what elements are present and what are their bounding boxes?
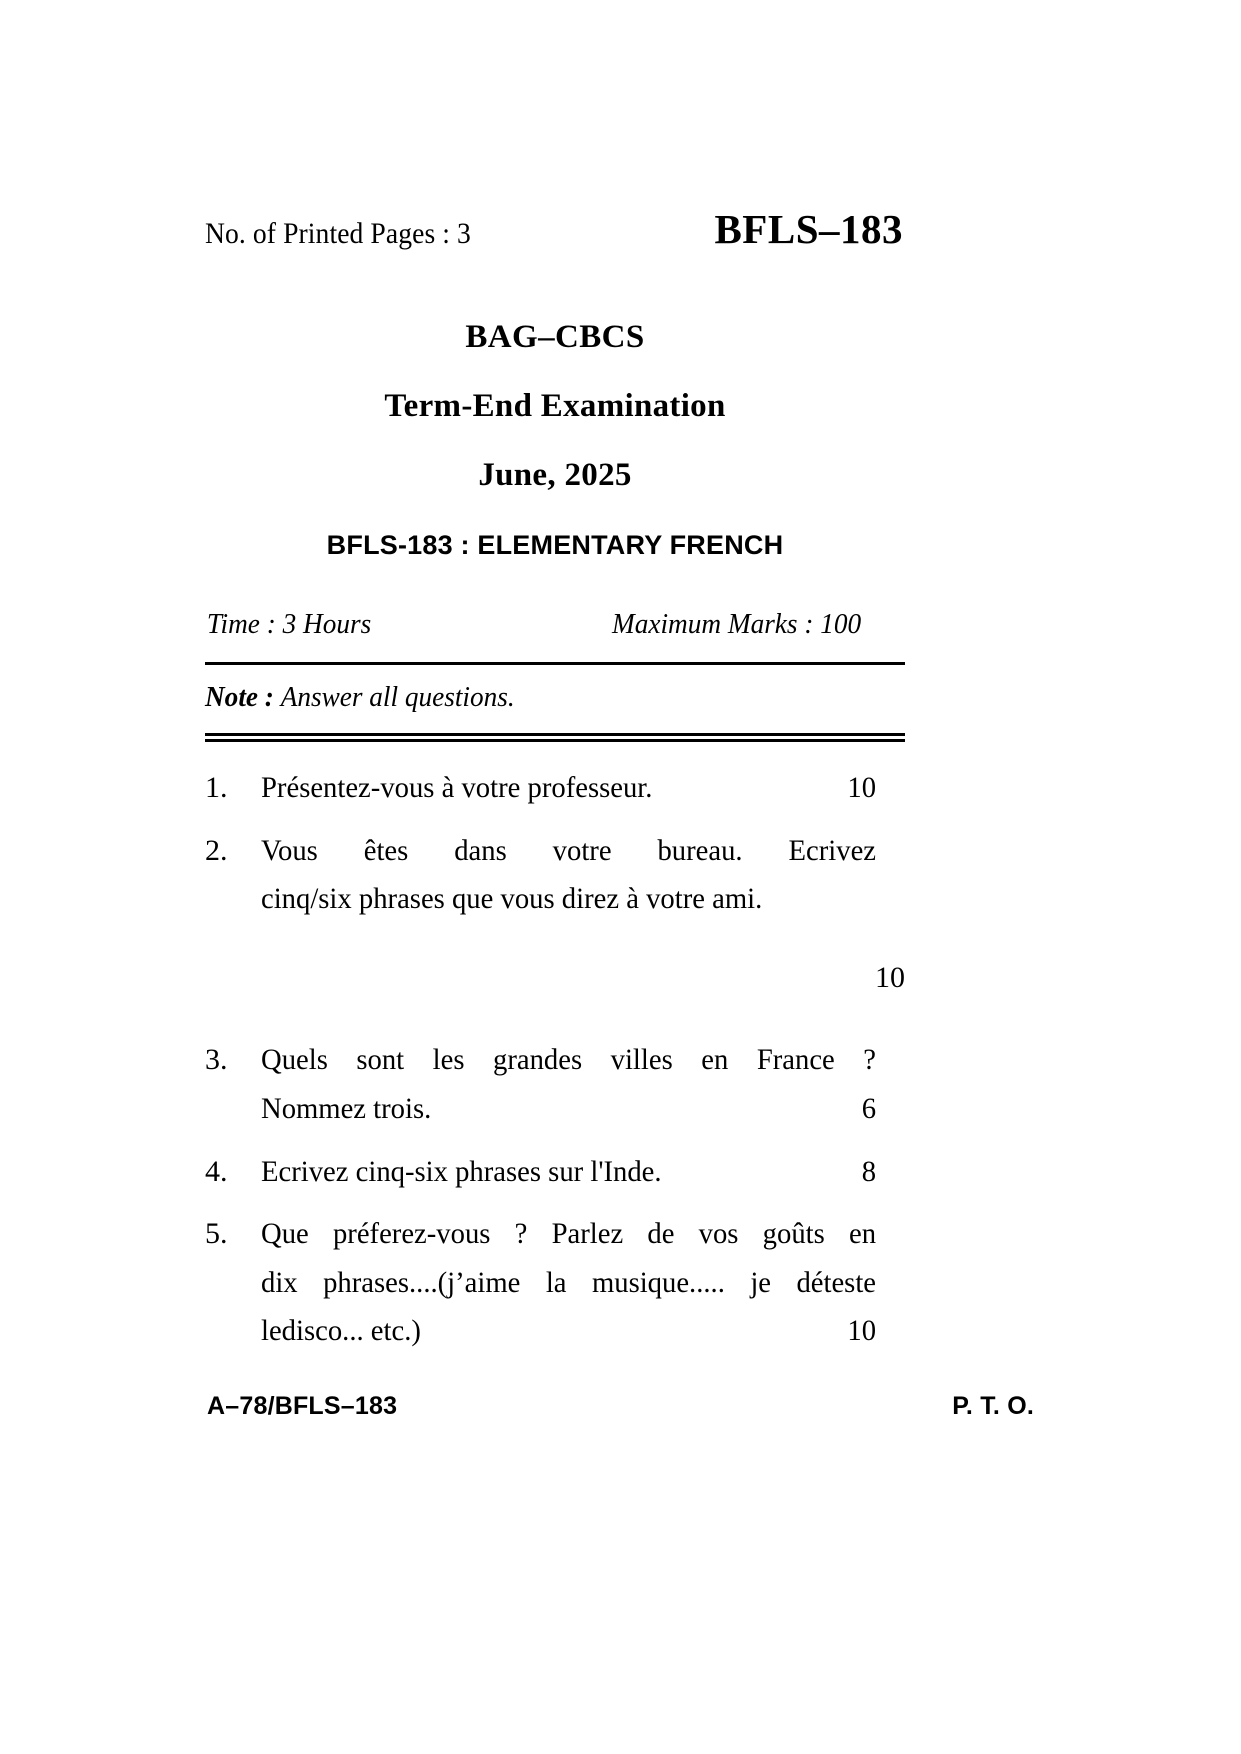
examination-title: Term-End Examination	[384, 388, 726, 424]
question-marks: 10	[847, 1314, 877, 1348]
question-number: 3.	[205, 1043, 228, 1077]
questions-list	[205, 764, 905, 1356]
question-line	[261, 1085, 876, 1134]
question-text: ledisco... etc.)	[261, 1314, 421, 1348]
question-number: 1.	[205, 771, 228, 804]
question-item	[205, 1210, 905, 1356]
question-line: cinq/six phrases que vous direz à votre ami.	[261, 882, 763, 916]
question-body	[261, 827, 905, 1023]
question-line: Que préferez-vous ? Parlez de vos goûts en	[261, 1217, 877, 1251]
maximum-marks: Maximum Marks : 100	[612, 608, 862, 640]
question-line	[261, 764, 876, 813]
question-number: 5.	[205, 1217, 228, 1251]
page-content	[205, 205, 905, 1356]
question-item	[205, 1036, 905, 1133]
divider-single	[205, 662, 905, 665]
question-number: 2.	[205, 833, 228, 867]
question-line: Vous êtes dans votre bureau. Ecrivez	[261, 833, 877, 867]
programme-title: BAG–CBCS	[465, 319, 645, 355]
question-line: dix phrases....(j’aime la musique..... je déteste	[261, 1265, 877, 1299]
question-text: Ecrivez cinq-six phrases sur l'Inde.	[261, 1154, 662, 1188]
question-marks: 8	[861, 1154, 877, 1188]
note-row	[205, 681, 863, 714]
printed-pages-label: No. of Printed Pages : 3	[205, 217, 471, 250]
question-body	[261, 1148, 905, 1197]
subject-title: BFLS-183 : ELEMENTARY FRENCH	[326, 530, 784, 560]
question-number: 4.	[205, 1154, 228, 1188]
question-line	[261, 1307, 876, 1356]
question-text: Nommez trois.	[261, 1091, 432, 1125]
note-text: Answer all questions.	[280, 681, 515, 713]
page-header	[205, 205, 905, 263]
note-label: Note :	[205, 681, 274, 713]
exam-duration: Time : 3 Hours	[206, 608, 372, 640]
divider-double	[205, 733, 905, 742]
question-item	[205, 764, 905, 813]
footer-paper-ref: A–78/BFLS–183	[207, 1392, 398, 1420]
question-text: Présentez-vous à votre professeur.	[261, 771, 653, 804]
question-marks: 6	[861, 1091, 877, 1125]
question-line: Quels sont les grandes villes en France ?	[261, 1043, 877, 1077]
question-marks: 10	[875, 960, 905, 994]
footer-pto: P. T. O.	[952, 1392, 1034, 1420]
question-marks: 10	[847, 771, 877, 804]
question-item	[205, 1148, 905, 1197]
question-item	[205, 827, 905, 1023]
page-footer	[207, 1392, 1034, 1421]
question-spacer	[261, 1002, 905, 1022]
question-body	[261, 1036, 905, 1133]
question-body	[261, 1210, 905, 1356]
title-block	[205, 321, 905, 561]
paper-code: BFLS–183	[714, 206, 903, 252]
question-body	[261, 764, 905, 813]
examination-session: June, 2025	[478, 457, 632, 493]
exam-meta-row	[205, 608, 863, 641]
question-line	[261, 1148, 876, 1197]
